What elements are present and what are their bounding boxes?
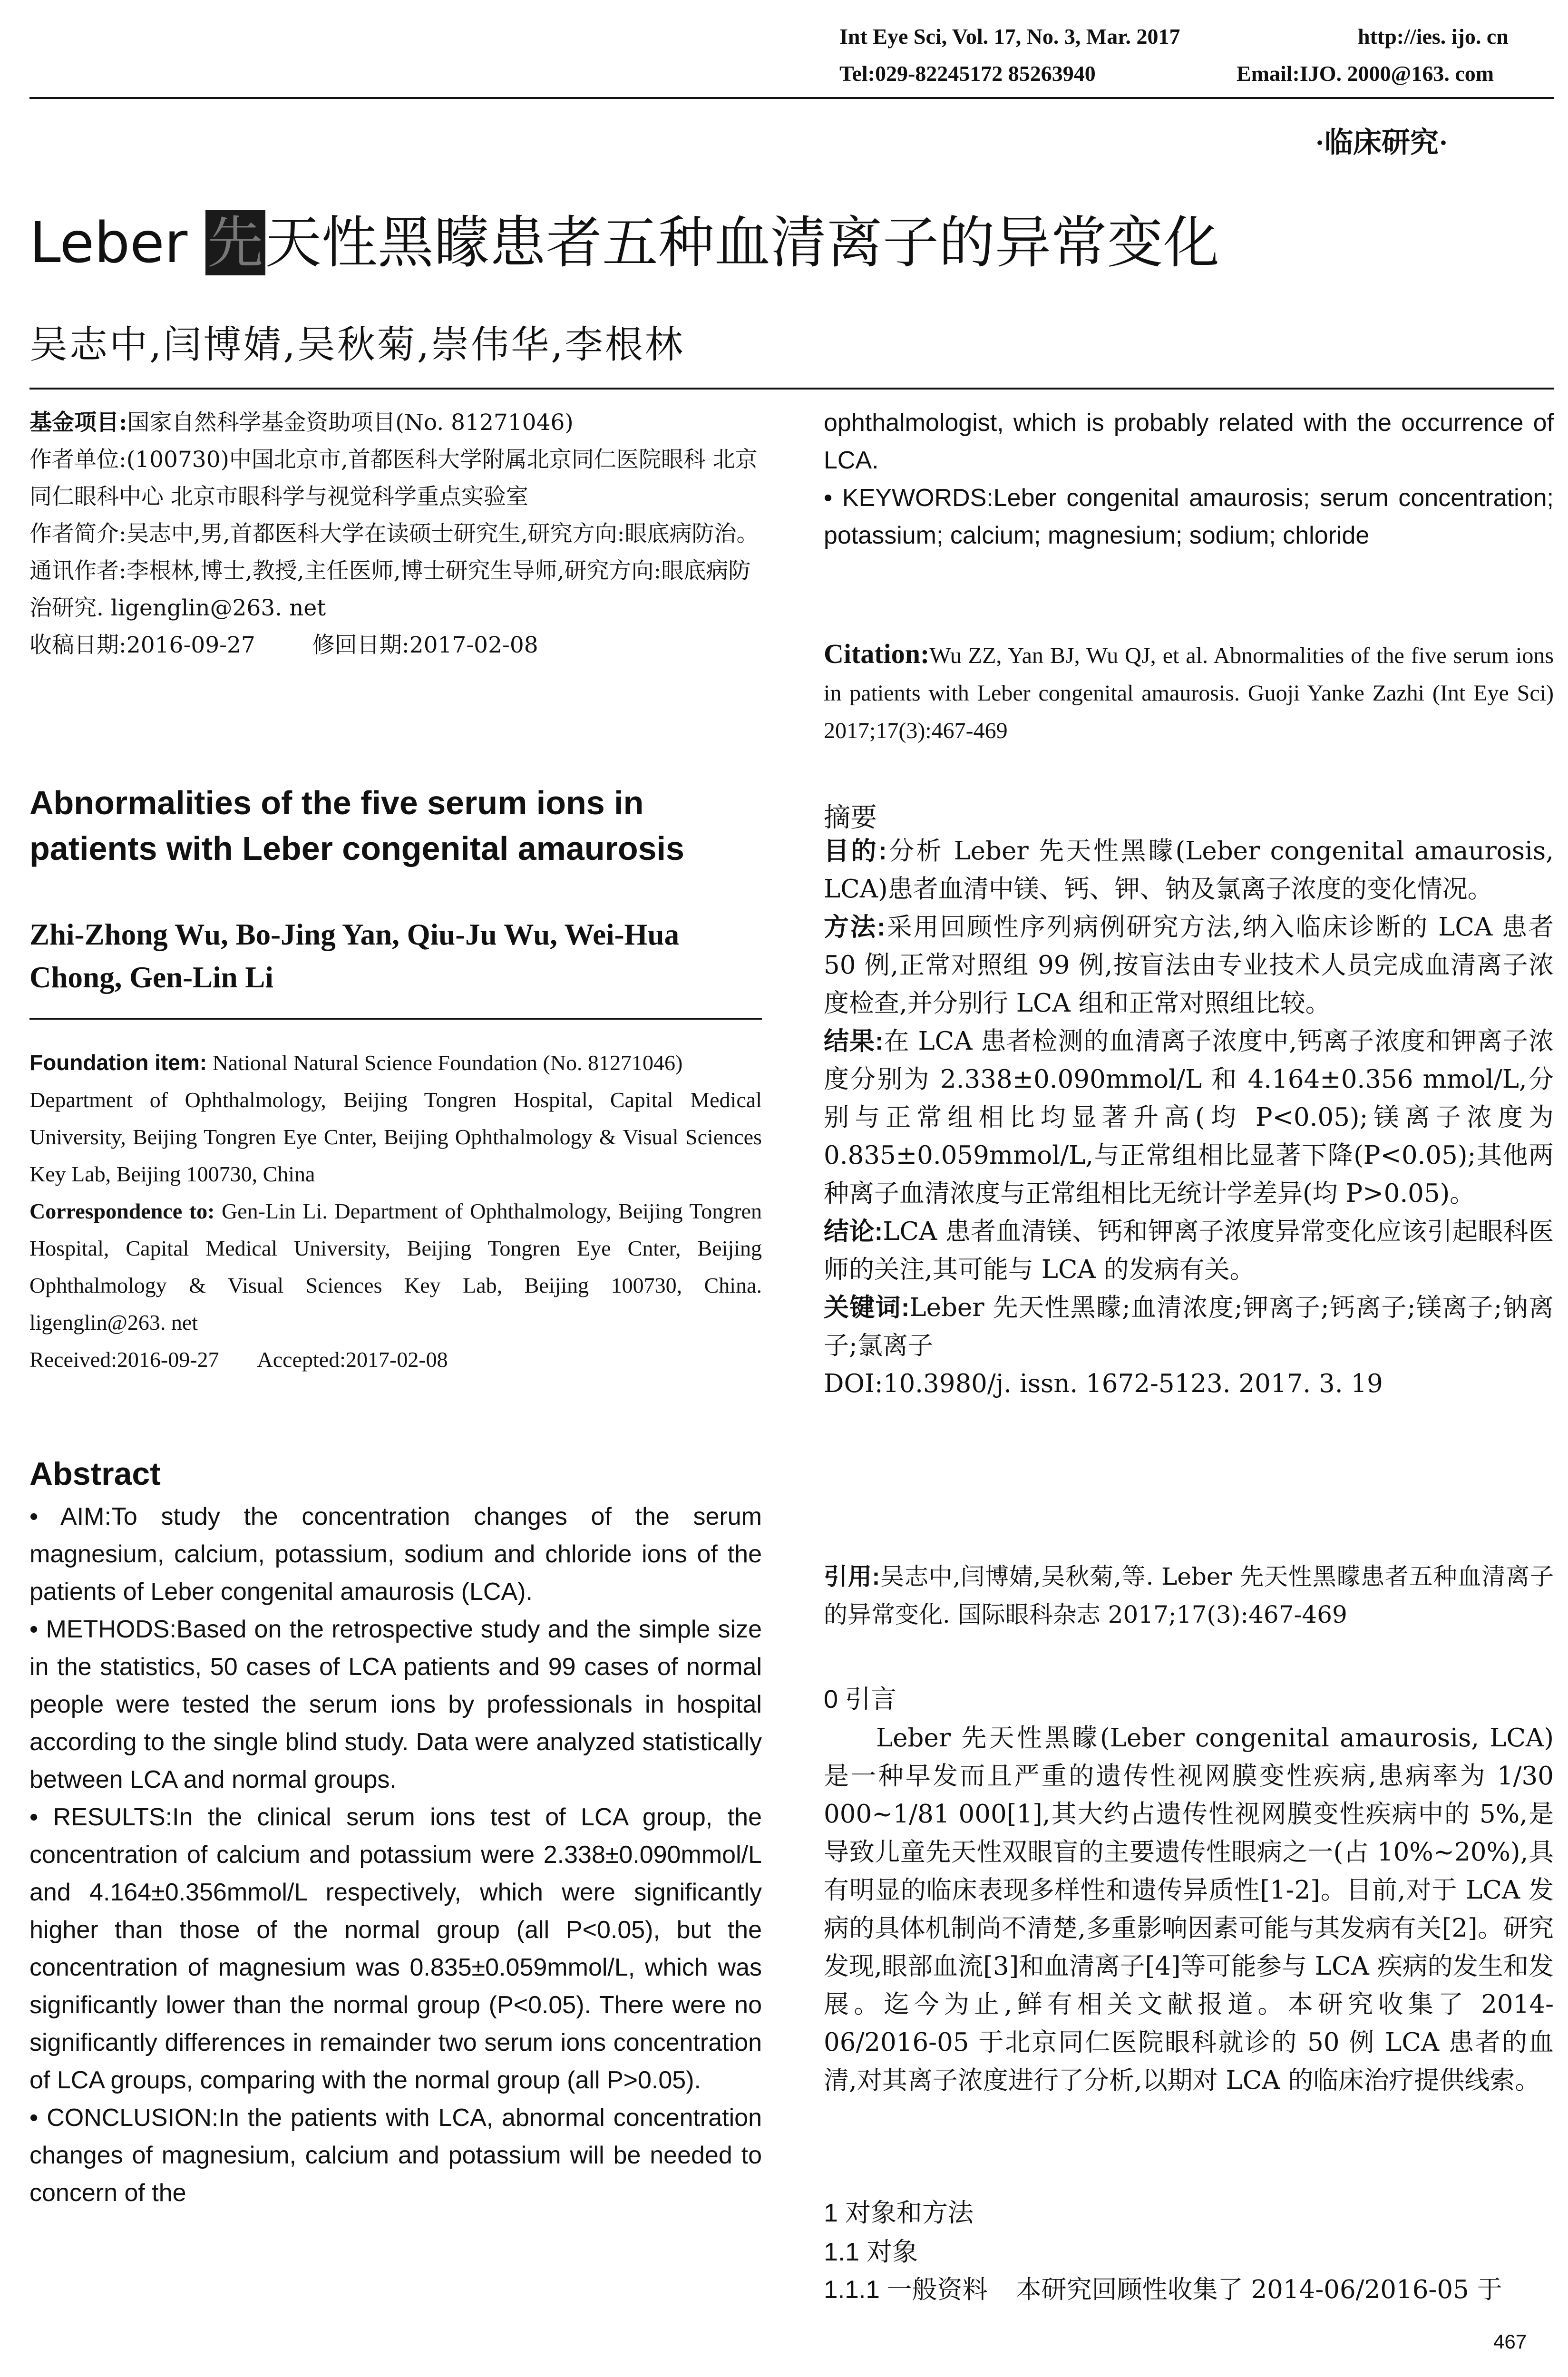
- dates-en: [29, 1341, 762, 1378]
- aim-en: • AIM:To study the concentration changes of the serum magnesium, calcium, potassium, sodium and chloride ions of the patients of Leber congenital amaurosis (LCA).: [29, 1503, 762, 1606]
- correspondence-cn: [29, 553, 762, 627]
- abstract-cn-body: [824, 832, 1554, 1403]
- keywords-en: • KEYWORDS:Leber congenital amaurosis; serum concentration; potassium; calcium; magnesium; sodium; chloride: [824, 484, 1554, 549]
- methods-en-text: Based on the retrospective study and the simple size in the statistics, 50 cases of LCA patients and 99 cases of normal people were tested the serum ions by professionals in hospital according to the single blind study. Data were analyzed statistically between LCA and normal groups.: [29, 1616, 762, 1793]
- methods-cn-text: 采用回顾性序列病例研究方法,纳入临床诊断的 LCA 患者 50 例,正常对照组 99 例,按盲法由专业技术人员完成血清离子浓度检查,并分别行 LCA 组和正常对照组比较。: [824, 913, 1554, 1018]
- cn-metadata: [29, 404, 762, 664]
- cite-cn-label: 引用:: [824, 1563, 880, 1590]
- results-cn-text: 在 LCA 患者检测的血清离子浓度中,钙离子浓度和钾离子浓度分别为 2.338±0.090mmol/L 和 4.164±0.356 mmol/L,分别与正常组相比均显著升高(均 P<0.05);镁离子浓度为 0.835±0.059mmol/L,与正常组相比显著下降(P<0.05);其他两种离子血清浓度与正常组相比无统计学差异(均 P>0.05)。: [824, 1027, 1554, 1208]
- intro-paragraph: Leber 先天性黑矇(Leber congenital amaurosis, LCA)是一种早发而且严重的遗传性视网膜变性疾病,患病率为 1/30 000~1/81 000[1],其大约占遗传性视网膜变性疾病中的 5%,是导致儿童先天性双眼盲的主要遗传性眼病之一(占 10%~20%),具有明显的临床表现多样性和遗传异质性[1-2]。目前,对于 LCA 发病的具体机制尚不清楚,多重影响因素可能与其发病有关[2]。研究发现,眼部血流[3]和血清离子[4]等可能参与 LCA 疾病的发生和发展。迄今为止,鲜有相关文献报道。本研究收集了 2014-06/2016-05 于北京同仁医院眼科就诊的 50 例 LCA 患者的血清,对其离子浓度进行了分析,以期对 LCA 的临床治疗提供线索。: [824, 1724, 1554, 2095]
- department-en: Department of Ophthalmology, Beijing Tongren Hospital, Capital Medical University, Beijing Tongren Eye Cnter, Beijing Ophthalmology & Visual Sciences Key Lab, Beijing 100730, China: [29, 1088, 762, 1186]
- citation-text: Wu ZZ, Yan BJ, Wu QJ, et al. Abnormalities of the five serum ions in patients with Leber congenital amaurosis. Guoji Yanke Zazhi (Int Eye Sci) 2017;17(3):467-469: [824, 643, 1554, 743]
- journal-url[interactable]: http://ies. ijo. cn: [1358, 24, 1509, 49]
- abstract-en-continued: [824, 404, 1554, 555]
- conclusion-en-text-left: In the patients with LCA, abnormal concentration changes of magnesium, calcium and potassium will be needed to concern of the: [29, 2104, 762, 2207]
- accepted-en: Accepted:2017-02-08: [257, 1347, 448, 1372]
- journal-tel: Tel:029-82245172 85263940: [839, 61, 1096, 86]
- section1-subsub: [824, 2270, 1502, 2306]
- citation-label: Citation:: [824, 638, 930, 669]
- en-metadata: [29, 1044, 762, 1378]
- keywords-en-text: Leber congenital amaurosis; serum concentration; potassium; calcium; magnesium; sodium; chloride: [824, 484, 1554, 549]
- foundation-cn-text: 国家自然科学基金资助项目(No. 81271046): [127, 409, 574, 436]
- affiliation-cn-text: (100730)中国北京市,首都医科大学附属北京同仁医院眼科 北京同仁眼科中心 北京市眼科学与视觉科学重点实验室: [29, 447, 758, 510]
- methods-en: • METHODS:Based on the retrospective study and the simple size in the statistics, 50 cases of LCA patients and 99 cases of normal people were tested the serum ions by professionals in hospital according to the single blind study. Data were analyzed statistically between LCA and normal groups.: [29, 1616, 762, 1793]
- aim-en-text: To study the concentration changes of the serum magnesium, calcium, potassium, sodium and chloride ions of the patients of Leber congenital amaurosis (LCA).: [29, 1503, 762, 1606]
- conclusion-en-continued: ophthalmologist, which is probably related with the occurrence of LCA.: [824, 409, 1554, 474]
- foundation-en-label: Foundation item:: [29, 1050, 207, 1075]
- results-en: • RESULTS:In the clinical serum ions test of LCA group, the concentration of calcium and potassium were 2.338±0.090mmol/L and 4.164±0.356mmol/L respectively, which were significantly higher than those of the normal group (all P<0.05), but the concentration of magnesium was 0.835±0.059mmol/L, which was significantly lower than the normal group (P<0.05). There were no significantly differences in remainder two serum ions concentration of LCA groups, comparing with the normal group (all P>0.05).: [29, 1803, 762, 2094]
- foundation-en-text: National Natural Science Foundation (No. 81271046): [212, 1051, 683, 1075]
- keywords-cn: [824, 1289, 1554, 1365]
- results-en-text: In the clinical serum ions test of LCA group, the concentration of calcium and potassium were 2.338±0.090mmol/L and 4.164±0.356mmol/L respectively, which were significantly higher than those of the normal group (all P<0.05), but the concentration of magnesium was 0.835±0.059mmol/L, which was significantly lower than the normal group (P<0.05). There were no significantly differences in remainder two serum ions concentration of LCA groups, comparing with the normal group (all P>0.05).: [29, 1803, 762, 2094]
- correspondence-en: [29, 1193, 762, 1341]
- correspondence-cn-label: 通讯作者:: [29, 558, 127, 584]
- page-title: [29, 197, 1219, 278]
- title-rest: 天性黑矇患者五种血清离子的异常变化: [265, 210, 1219, 275]
- results-cn-label: 结果:: [824, 1027, 884, 1055]
- authors-rule: [29, 1018, 762, 1020]
- foundation-cn-label: 基金项目:: [29, 409, 127, 436]
- abstract-heading: Abstract: [29, 1456, 161, 1492]
- author-intro-label: 作者简介:: [29, 521, 127, 547]
- cite-cn: [824, 1558, 1554, 1634]
- keywords-en-label: KEYWORDS:: [842, 484, 993, 512]
- foundation-en: [29, 1044, 762, 1081]
- dates-cn: [29, 627, 762, 664]
- title-en: Abnormalities of the five serum ions in patients with Leber congenital amaurosis: [29, 784, 684, 867]
- abstract-cn-heading: 摘要: [824, 802, 877, 832]
- title-rule: [29, 388, 1554, 390]
- conclusion-en-label: CONCLUSION:: [47, 2104, 219, 2132]
- title-highlight: 先: [205, 210, 265, 275]
- subsub-label: 1.1.1 一般资料: [824, 2276, 988, 2304]
- cite-cn-text: 吴志中,闫博婧,吴秋菊,等. Leber 先天性黑矇患者五种血清离子的异常变化. 国际眼科杂志 2017;17(3):467-469: [824, 1563, 1554, 1628]
- section1-heading: 1 对象和方法: [824, 2199, 974, 2227]
- intro-heading: 0 引言: [824, 1685, 897, 1714]
- aim-cn: [824, 832, 1554, 908]
- revised-cn-date: 2017-02-08: [409, 632, 538, 658]
- correspondence-en-text: Gen-Lin Li. Department of Ophthalmology, Beijing Tongren Hospital, Capital Medical University, Beijing Tongren Eye Cnter, Beijing Ophthalmology & Visual Sciences Key Lab, Beijing 100730, China. ligenglin@263. net: [29, 1199, 762, 1335]
- conclusion-cn: [824, 1213, 1554, 1289]
- journal-email[interactable]: Email:IJO. 2000@163. com: [1237, 61, 1494, 86]
- title-prefix: Leber: [29, 210, 205, 275]
- conclusion-en-part: • CONCLUSION:In the patients with LCA, abnormal concentration changes of magnesium, calcium and potassium will be needed to concern of the: [29, 2104, 762, 2207]
- conclusion-cn-text: LCA 患者血清镁、钙和钾离子浓度异常变化应该引起眼科医师的关注,其可能与 LCA 的发病有关。: [824, 1217, 1554, 1284]
- aim-cn-text: 分析 Leber 先天性黑矇(Leber congenital amaurosis, LCA)患者血清中镁、钙、钾、钠及氯离子浓度的变化情况。: [824, 837, 1554, 904]
- conclusion-cn-label: 结论:: [824, 1218, 883, 1246]
- authors-cn: 吴志中,闫博婧,吴秋菊,崇伟华,李根林: [29, 322, 685, 367]
- methods-cn-label: 方法:: [824, 913, 886, 941]
- section1-sub: 1.1 对象: [824, 2238, 918, 2266]
- correspondence-cn-text: 李根林,博士,教授,主任医师,博士研究生导师,研究方向:眼底病防治研究. ligenglin@263. net: [29, 558, 751, 621]
- revised-cn-label: 修回日期:: [312, 632, 409, 658]
- keywords-cn-text: Leber 先天性黑矇;血清浓度;钾离子;钙离子;镁离子;钠离子;氯离子: [824, 1293, 1554, 1360]
- doi[interactable]: DOI:10.3980/j. issn. 1672-5123. 2017. 3. 19: [824, 1369, 1383, 1398]
- author-intro-cn: [29, 516, 762, 553]
- subsub-text: 本研究回顾性收集了 2014-06/2016-05 于: [1016, 2275, 1502, 2304]
- affiliation-cn: [29, 441, 762, 516]
- aim-cn-label: 目的:: [824, 837, 887, 865]
- journal-line: Int Eye Sci, Vol. 17, No. 3, Mar. 2017: [839, 24, 1180, 49]
- received-cn-date: 2016-09-27: [126, 632, 255, 658]
- received-cn-label: 收稿日期:: [29, 632, 127, 658]
- keywords-cn-label: 关键词:: [824, 1294, 910, 1322]
- results-cn: [824, 1023, 1554, 1213]
- abstract-en-body: [29, 1498, 762, 2212]
- results-en-label: RESULTS:: [53, 1803, 173, 1831]
- aim-en-label: AIM:: [60, 1503, 111, 1530]
- citation-en: [824, 635, 1554, 750]
- section-label: ·临床研究·: [1315, 127, 1449, 158]
- authors-en: Zhi-Zhong Wu, Bo-Jing Yan, Qiu-Ju Wu, Wei-Hua Chong, Gen-Lin Li: [29, 918, 680, 994]
- header-rule: [29, 97, 1554, 99]
- foundation-cn: [29, 404, 762, 441]
- correspondence-en-label: Correspondence to:: [29, 1199, 215, 1223]
- methods-cn: [824, 908, 1554, 1023]
- author-intro-text: 吴志中,男,首都医科大学在读硕士研究生,研究方向:眼底病防治。: [126, 521, 759, 547]
- methods-en-label: METHODS:: [46, 1616, 176, 1643]
- received-en: Received:2016-09-27: [29, 1347, 219, 1372]
- affiliation-cn-label: 作者单位:: [29, 447, 127, 473]
- page-number: 467: [1493, 2330, 1527, 2353]
